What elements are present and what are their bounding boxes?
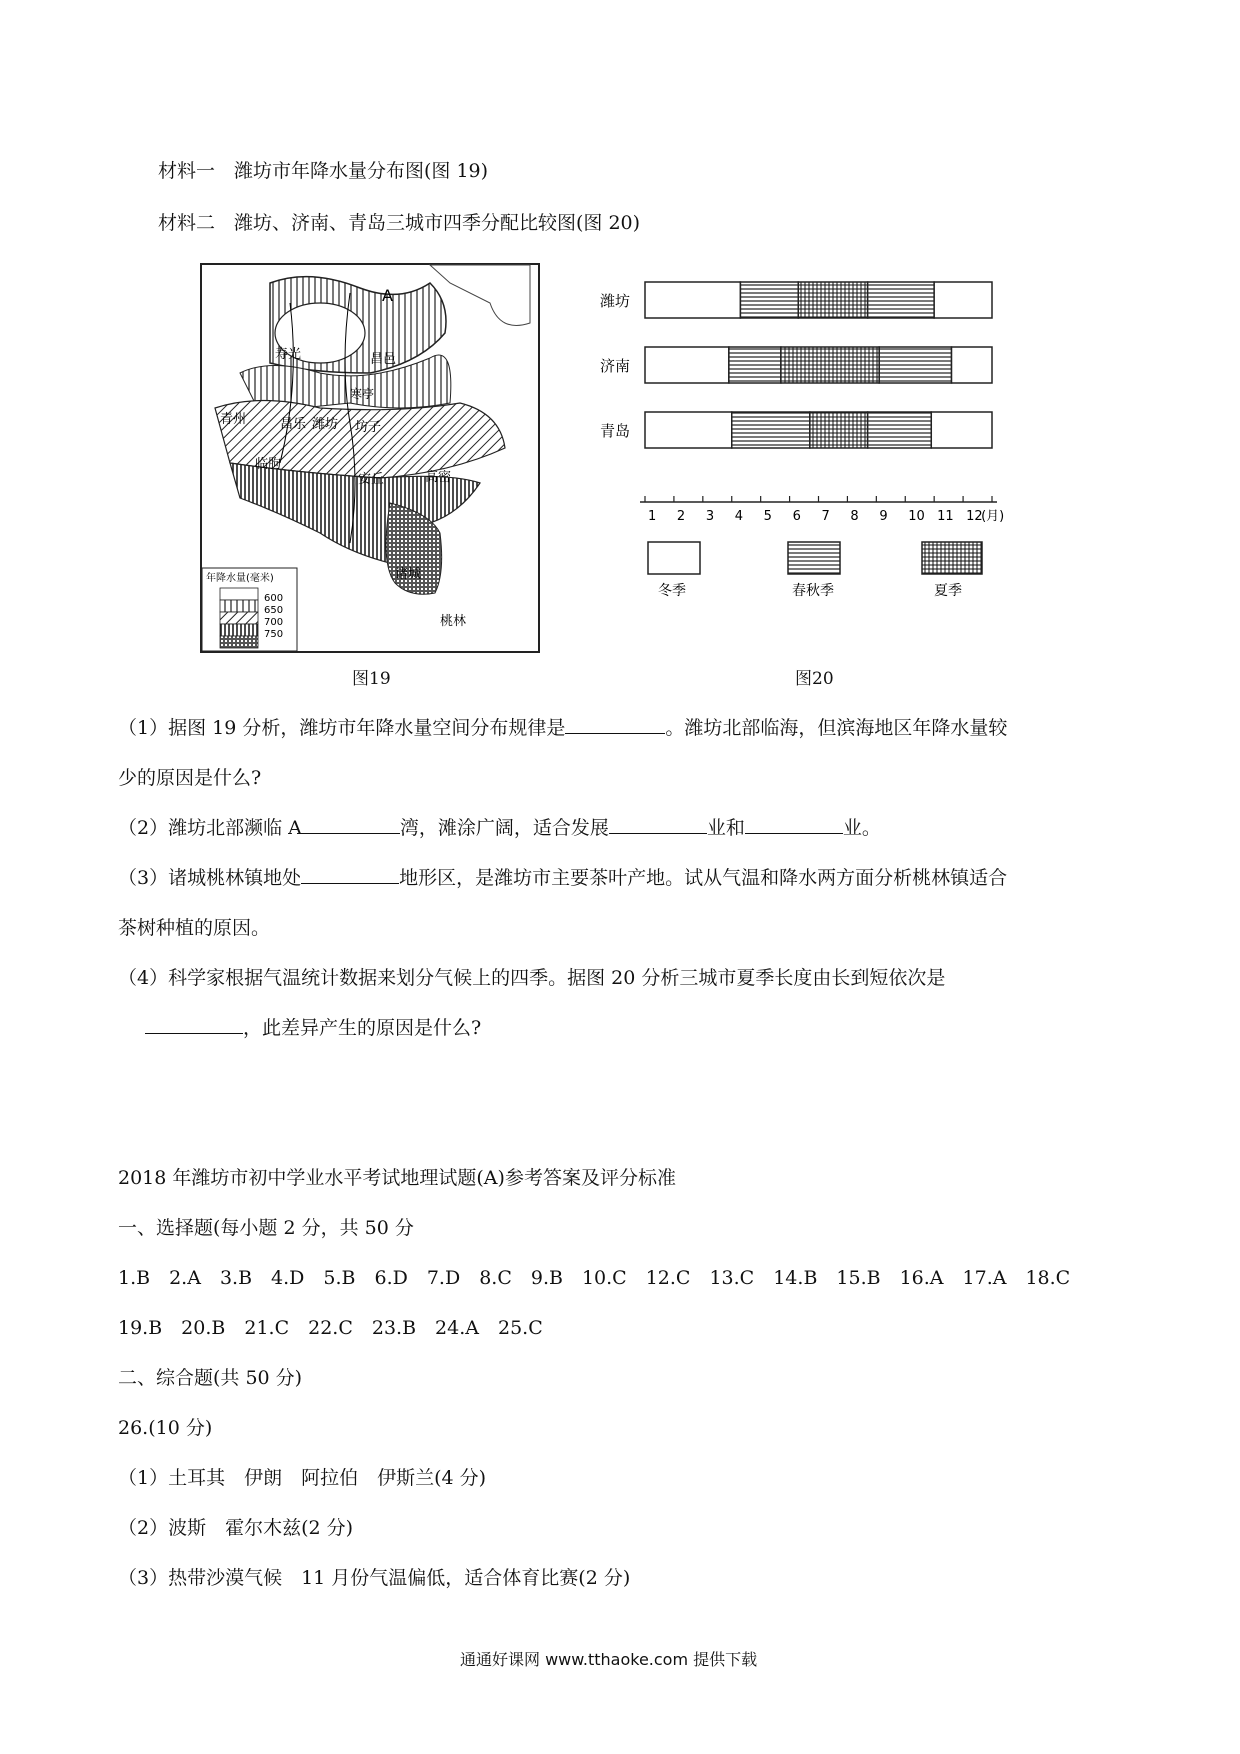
season-bar-summer-1 — [781, 347, 879, 383]
question-1-line-2: 少的原因是什么? — [118, 767, 262, 789]
q1-text-b: 。潍坊北部临海，但滨海地区年降水量较 — [665, 717, 1008, 739]
month-unit: (月) — [981, 509, 1005, 524]
answers-q26: 26.(10 分) — [118, 1417, 213, 1439]
question-3-line-1 — [118, 865, 1007, 891]
question-1-line-1 — [118, 715, 1007, 741]
month-label-8: 8 — [850, 509, 859, 524]
q1-blank[interactable] — [565, 715, 665, 734]
q1-text-a: （1）据图 19 分析，潍坊市年降水量空间分布规律是 — [118, 717, 566, 739]
question-4-line-1: （4）科学家根据气温统计数据来划分气候上的四季。据图 20 分析三城市夏季长度由长到短依次是 — [118, 967, 946, 989]
place-qingzhou: 青州 — [220, 412, 247, 427]
legend-650: 650 — [264, 605, 284, 616]
legend-750: 750 — [264, 629, 284, 640]
material-2-text: 潍坊、济南、青岛三城市四季分配比较图(图 20) — [234, 212, 641, 234]
material-1-text: 潍坊市年降水量分布图(图 19) — [234, 160, 489, 182]
legend-winter-swatch — [648, 542, 700, 574]
answers-row-2: 19.B 20.B 21.C 22.C 23.B 24.A 25.C — [118, 1317, 543, 1339]
place-weifang: 潍坊 — [312, 417, 339, 432]
month-label-5: 5 — [763, 509, 772, 524]
place-linqu: 临朐 — [255, 457, 282, 472]
q2-blank-3[interactable] — [745, 815, 843, 834]
season-bar-autumn-2 — [868, 412, 932, 448]
material-2 — [158, 210, 640, 236]
month-label-12: 12 — [966, 509, 983, 524]
q2-text-b: 湾，滩涂广阔，适合发展 — [399, 817, 609, 839]
q2-text-d: 业。 — [842, 817, 881, 839]
q3-text-a: （3）诸城桃林镇地处 — [118, 867, 302, 889]
city-label-1: 济南 — [600, 357, 631, 375]
figure-19-map — [200, 263, 540, 653]
month-label-1: 1 — [648, 509, 657, 524]
figure-19-caption: 图19 — [352, 669, 391, 689]
season-bar-spring-2 — [732, 412, 810, 448]
answers-a1: （1）土耳其 伊朗 阿拉伯 伊斯兰(4 分) — [118, 1467, 487, 1489]
legend-summer-swatch — [922, 542, 982, 574]
season-bar-winter-end-1 — [952, 347, 992, 383]
material-1 — [158, 158, 488, 184]
month-label-11: 11 — [937, 509, 954, 524]
figure-20-seasons — [600, 280, 1040, 610]
month-label-9: 9 — [879, 509, 888, 524]
month-label-4: 4 — [734, 509, 744, 524]
question-2 — [118, 815, 881, 841]
material-1-label: 材料一 — [158, 160, 216, 182]
month-label-10: 10 — [908, 509, 925, 524]
month-label-7: 7 — [821, 509, 830, 524]
answers-section-1: 一、选择题(每小题 2 分，共 50 分 — [118, 1217, 414, 1239]
season-bar-spring-1 — [729, 347, 781, 383]
month-label-2: 2 — [676, 509, 686, 524]
q2-text-c: 业和 — [706, 817, 745, 839]
city-label-2: 青岛 — [600, 422, 631, 440]
legend-700: 700 — [264, 617, 284, 628]
place-changle: 昌乐 — [280, 417, 307, 432]
q4-text-b: ，此差异产生的原因是什么? — [243, 1017, 482, 1039]
answers-title: 2018 年潍坊市初中学业水平考试地理试题(A)参考答案及评分标准 — [118, 1167, 676, 1189]
season-bar-winter-0 — [645, 282, 740, 318]
place-anqiu: 安丘 — [358, 472, 385, 487]
place-hanting: 寒亭 — [350, 387, 375, 401]
legend-title: 年降水量(毫米) — [206, 573, 274, 584]
answers-row-1: 1.B 2.A 3.B 4.D 5.B 6.D 7.D 8.C 9.B 10.C 12.C 13.C 14.B 15.B 16.A 17.A 18.C — [118, 1267, 1071, 1289]
material-2-label: 材料二 — [158, 212, 216, 234]
season-bar-autumn-1 — [879, 347, 951, 383]
legend-springautumn-swatch — [788, 542, 840, 574]
place-fangzi: 坊子 — [355, 420, 382, 435]
month-label-6: 6 — [792, 509, 801, 524]
season-bar-winter-1 — [645, 347, 729, 383]
figure-20-caption: 图20 — [795, 669, 834, 689]
season-bar-spring-0 — [740, 282, 798, 318]
season-bar-winter-2 — [645, 412, 732, 448]
answers-section-2: 二、综合题(共 50 分) — [118, 1367, 303, 1389]
q3-blank[interactable] — [301, 865, 399, 884]
q4-blank[interactable] — [145, 1015, 243, 1034]
q3-text-b: 地形区，是潍坊市主要茶叶产地。试从气温和降水两方面分析桃林镇适合 — [399, 867, 1008, 889]
sea-label-a: A — [382, 286, 393, 305]
answers-a2: （2）波斯 霍尔木兹(2 分) — [118, 1517, 354, 1539]
question-4-line-2 — [145, 1015, 481, 1041]
q2-blank-1[interactable] — [302, 815, 400, 834]
q2-text-a: （2）潍坊北部濒临 A — [118, 817, 302, 839]
month-label-3: 3 — [705, 509, 715, 524]
place-changyi: 昌邑 — [370, 352, 397, 367]
season-bar-winter-end-0 — [934, 282, 992, 318]
legend-600: 600 — [264, 593, 284, 604]
footer: 通通好课网 www.tthaoke.com 提供下载 — [460, 1650, 758, 1669]
place-zhucheng: 诸城 — [395, 567, 422, 582]
place-taolin: 桃林 — [440, 614, 467, 629]
season-bar-autumn-0 — [868, 282, 935, 318]
season-bar-summer-0 — [798, 282, 867, 318]
place-shouguang: 寿光 — [275, 347, 302, 362]
legend-summer: 夏季 — [934, 583, 962, 599]
legend-winter: 冬季 — [658, 583, 686, 599]
place-gaomi: 高密 — [425, 470, 452, 485]
answers-a3: （3）热带沙漠气候 11 月份气温偏低，适合体育比赛(2 分) — [118, 1567, 631, 1589]
city-label-0: 潍坊 — [600, 292, 631, 310]
legend-springautumn: 春秋季 — [792, 583, 834, 599]
question-3-line-2: 茶树种植的原因。 — [118, 917, 271, 939]
q2-blank-2[interactable] — [609, 815, 707, 834]
season-bar-winter-end-2 — [931, 412, 992, 448]
season-bar-summer-2 — [810, 412, 868, 448]
